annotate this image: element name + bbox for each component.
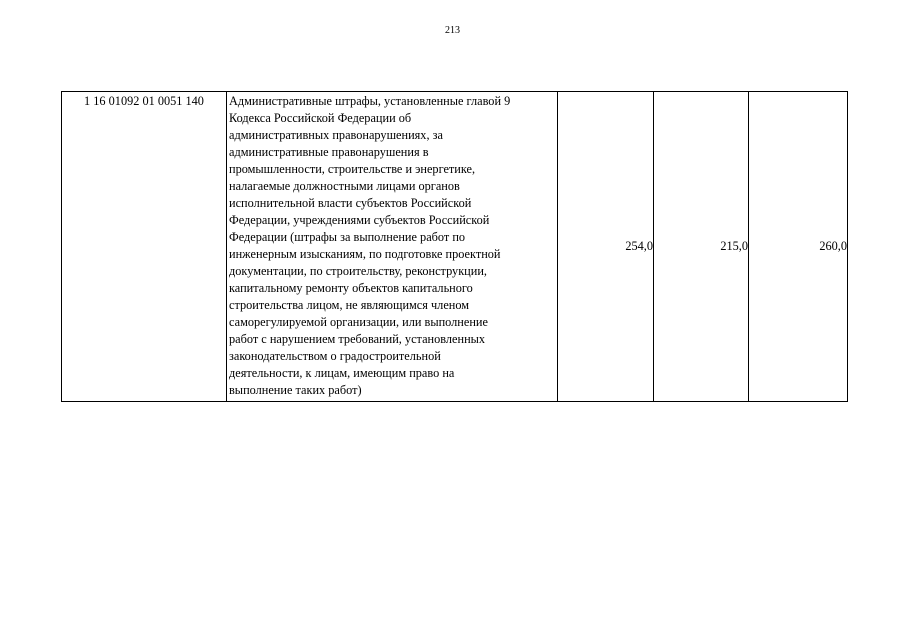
value-year-2: 215,0 (654, 92, 749, 402)
value-year-3: 260,0 (749, 92, 848, 402)
page-number: 213 (445, 25, 460, 36)
description-line: деятельности, к лицам, имеющим право на (229, 366, 455, 380)
budget-table (61, 91, 848, 402)
value-year-1: 254,0 (558, 92, 654, 402)
description-line: саморегулируемой организации, или выполнение (229, 315, 488, 329)
description-line: строительства лицом, не являющимся членом (229, 298, 470, 312)
description-line: Кодекса Российской Федерации об (229, 111, 412, 125)
description-line: работ с нарушением требований, установленных (229, 332, 486, 346)
description-line: Административные штрафы, установленные главой 9 (229, 94, 511, 108)
description-line: административных правонарушениях, за (229, 128, 443, 142)
classification-code-cell: 1 16 01092 01 0051 140 (62, 92, 227, 402)
description-line: административные правонарушения в (229, 145, 429, 159)
description-line: инженерным изысканиям, по подготовке проектной (229, 247, 501, 261)
description-line: законодательством о градостроительной (229, 349, 441, 363)
description-line: документации, по строительству, реконструкции, (229, 264, 487, 278)
description-line: исполнительной власти субъектов Российской (229, 196, 472, 210)
description-line: промышленности, строительстве и энергетике, (229, 162, 476, 176)
description-line: Федерации, учреждениями субъектов Российской (229, 213, 490, 227)
description-line: выполнение таких работ) (229, 383, 362, 397)
description-line: налагаемые должностными лицами органов (229, 179, 460, 193)
description-line: Федерации (штрафы за выполнение работ по (229, 230, 466, 244)
table-row (62, 92, 848, 402)
description-cell (227, 92, 558, 402)
description-line: капитальному ремонту объектов капитального (229, 281, 473, 295)
